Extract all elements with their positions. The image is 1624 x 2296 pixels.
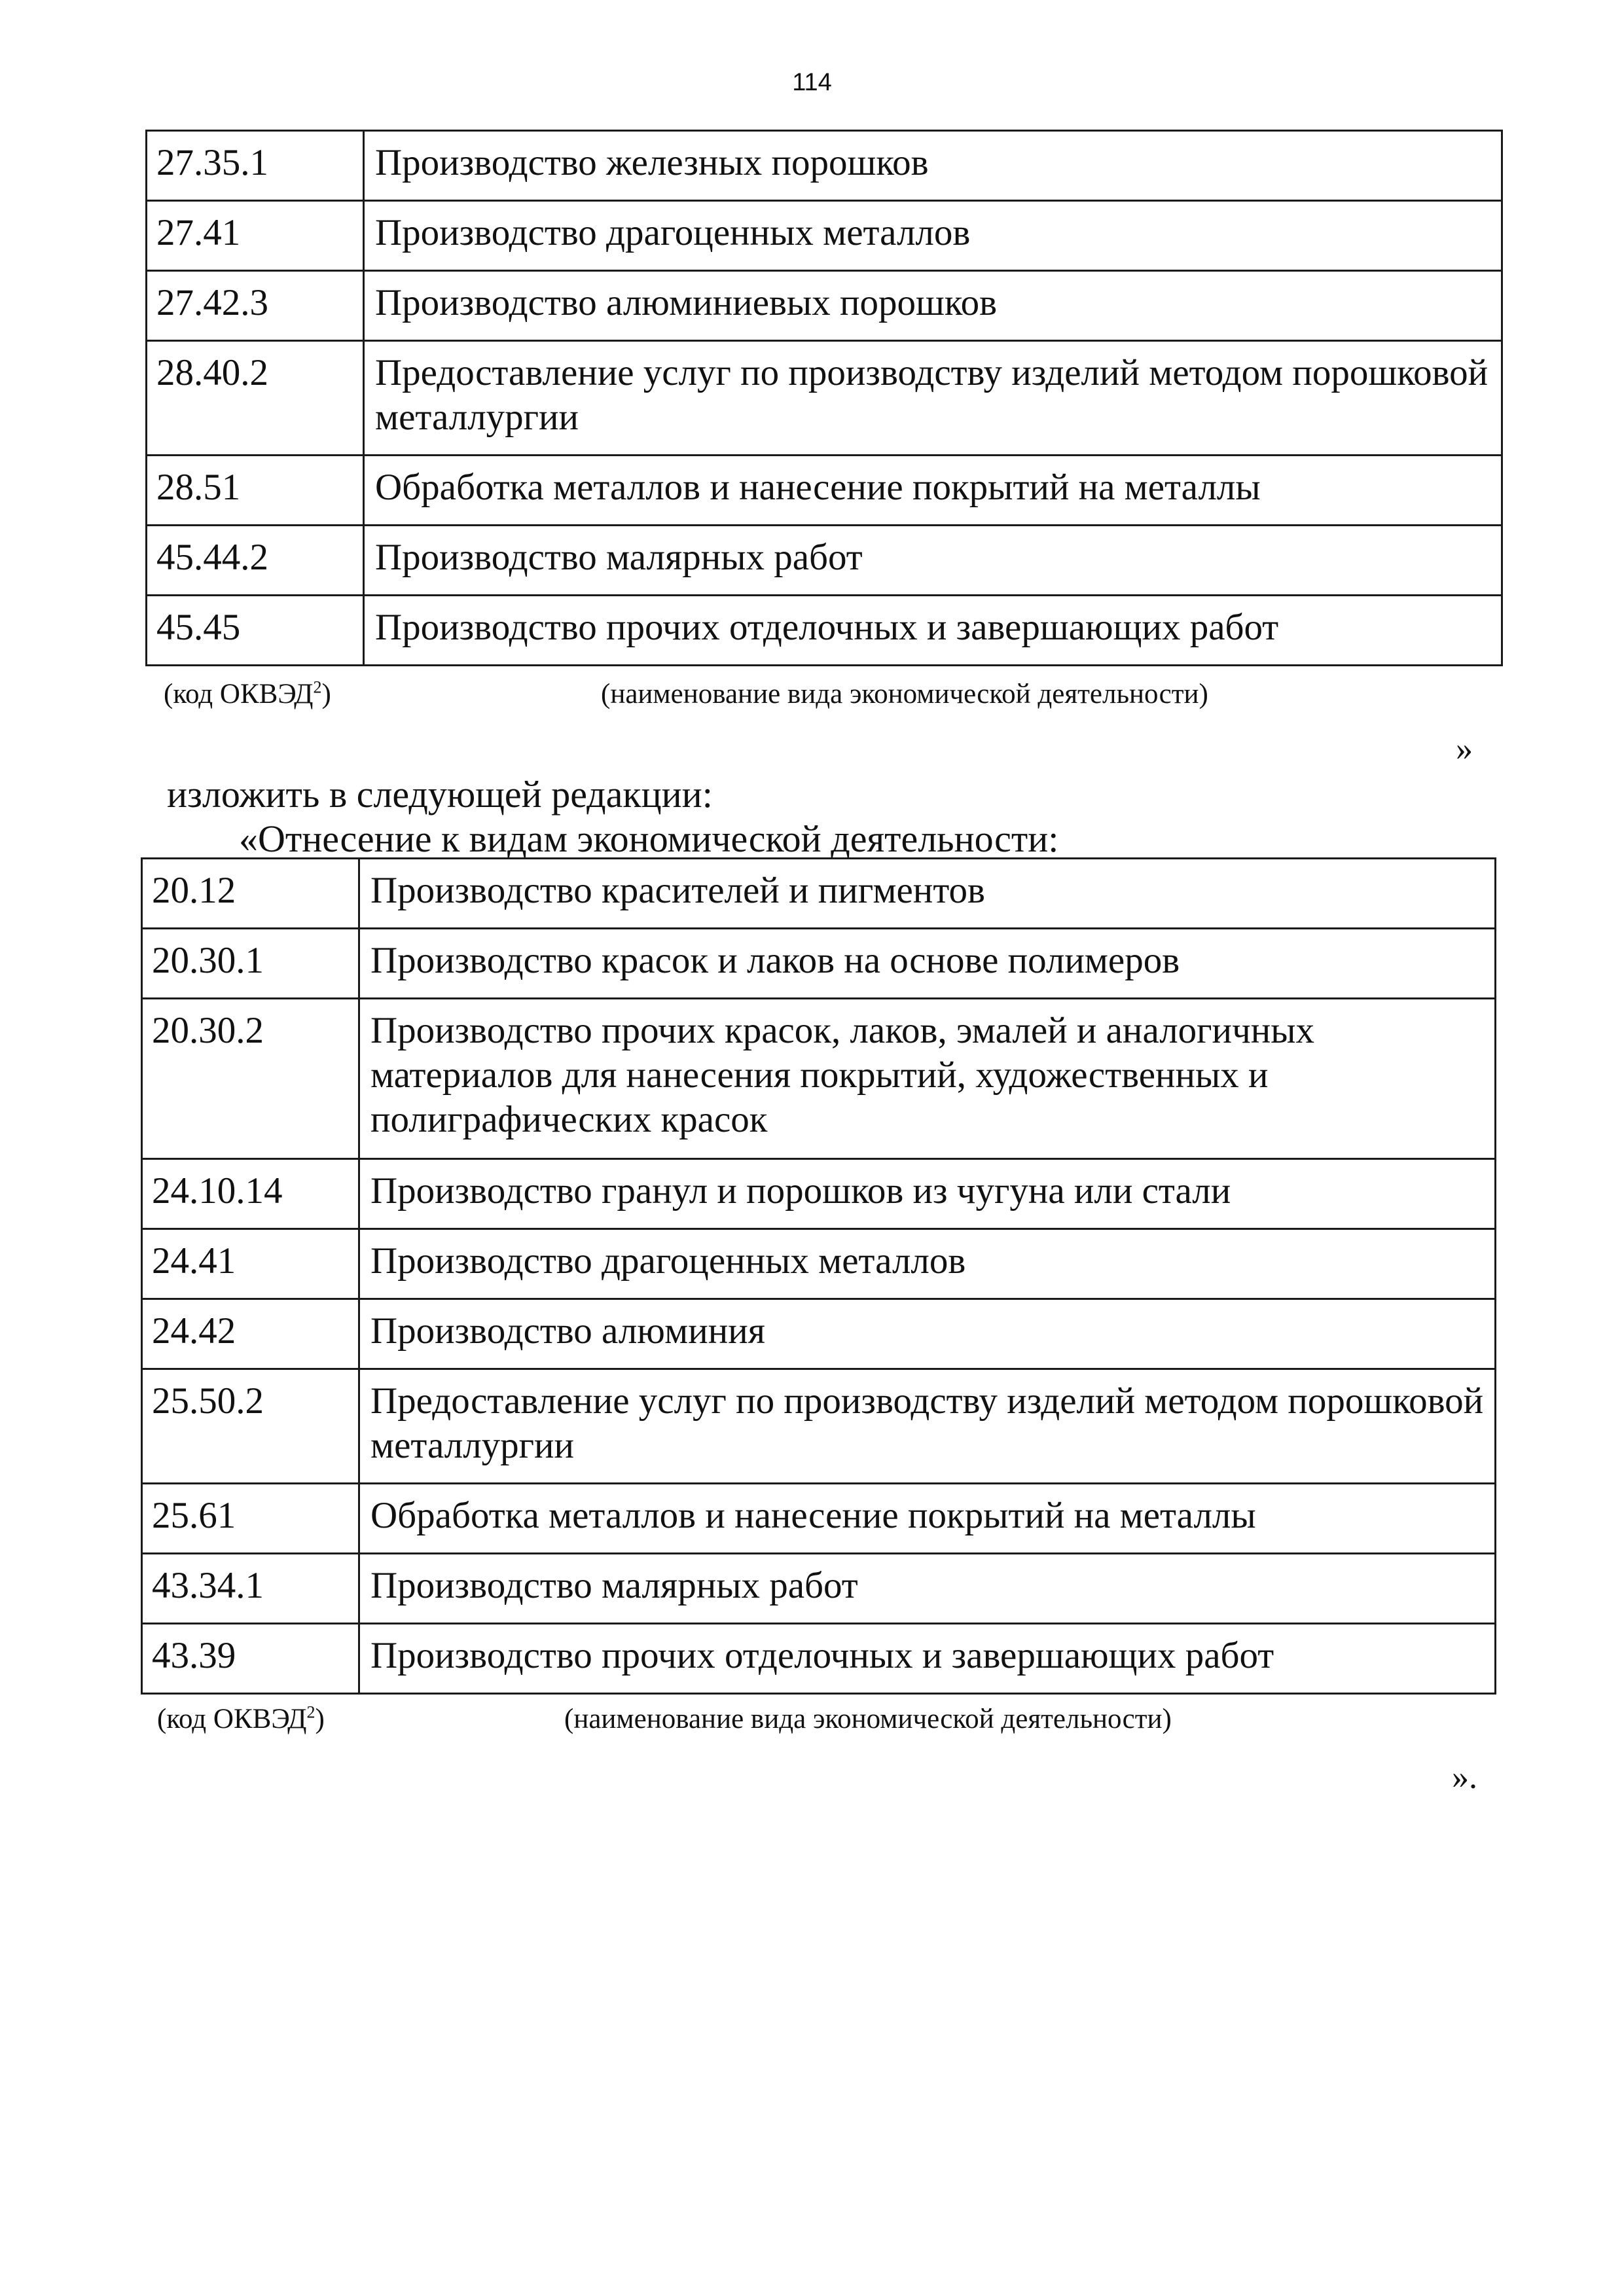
activity-name: Производство драгоценных металлов — [359, 1229, 1496, 1299]
okved-code: 20.30.1 — [142, 929, 359, 999]
okved-code: 28.40.2 — [147, 341, 364, 456]
okved-code: 43.39 — [142, 1624, 359, 1694]
activity-name: Производство малярных работ — [359, 1554, 1496, 1624]
activity-name: Производство алюминия — [359, 1299, 1496, 1369]
table-row — [142, 1554, 1496, 1624]
table-row — [147, 341, 1502, 456]
activity-name: Обработка металлов и нанесение покрытий на металлы — [359, 1484, 1496, 1554]
activity-name: Производство железных порошков — [364, 131, 1502, 201]
activity-name: Обработка металлов и нанесение покрытий на металлы — [364, 456, 1502, 526]
okved-code: 20.30.2 — [142, 999, 359, 1159]
okved-table-new — [141, 857, 1496, 1695]
activity-name: Производство красок и лаков на основе полимеров — [359, 929, 1496, 999]
activity-name: Производство прочих отделочных и завершающих работ — [359, 1624, 1496, 1694]
table-row — [142, 1624, 1496, 1694]
instruction-text: изложить в следующей редакции: — [167, 773, 713, 816]
okved-table-old — [145, 130, 1503, 666]
activity-name: Производство прочих красок, лаков, эмалей и аналогичных материалов для нанесения покрытий, художественных и полиграфических красок — [359, 999, 1496, 1159]
table-row — [142, 1484, 1496, 1554]
table-row — [147, 271, 1502, 341]
table-row — [147, 201, 1502, 271]
activity-name: Производство алюминиевых порошков — [364, 271, 1502, 341]
table-row — [142, 1229, 1496, 1299]
okved-code-caption — [164, 678, 331, 710]
okved-code: 25.50.2 — [142, 1369, 359, 1484]
okved-code: 27.42.3 — [147, 271, 364, 341]
closing-quote: » — [1456, 730, 1473, 768]
okved-code: 45.44.2 — [147, 526, 364, 596]
closing-quote: ». — [1452, 1759, 1477, 1796]
table-row — [147, 596, 1502, 666]
okved-code: 24.10.14 — [142, 1159, 359, 1229]
okved-code: 24.41 — [142, 1229, 359, 1299]
okved-code: 20.12 — [142, 859, 359, 929]
footnote-mark: 2 — [313, 677, 322, 697]
okved-code: 24.42 — [142, 1299, 359, 1369]
okved-code: 43.34.1 — [142, 1554, 359, 1624]
table-row — [142, 999, 1496, 1159]
table-row — [142, 1369, 1496, 1484]
okved-code: 25.61 — [142, 1484, 359, 1554]
activity-name: Производство гранул и порошков из чугуна или стали — [359, 1159, 1496, 1229]
heading-text: «Отнесение к видам экономической деятельности: — [239, 817, 1059, 860]
table-row — [142, 859, 1496, 929]
caption-code-close: ) — [315, 1704, 325, 1734]
activity-name-caption: (наименование вида экономической деятельности) — [601, 679, 1208, 709]
okved-code: 28.51 — [147, 456, 364, 526]
table-row — [142, 1159, 1496, 1229]
caption-code-close: ) — [321, 679, 331, 709]
activity-name: Производство красителей и пигментов — [359, 859, 1496, 929]
okved-code: 45.45 — [147, 596, 364, 666]
activity-name: Производство драгоценных металлов — [364, 201, 1502, 271]
table-row — [147, 456, 1502, 526]
table-row — [142, 929, 1496, 999]
activity-name: Предоставление услуг по производству изделий методом порошковой металлургии — [359, 1369, 1496, 1484]
okved-code: 27.41 — [147, 201, 364, 271]
activity-name-caption: (наименование вида экономической деятельности) — [564, 1704, 1172, 1734]
caption-code-text: (код ОКВЭД — [164, 679, 314, 709]
activity-name: Производство прочих отделочных и завершающих работ — [364, 596, 1502, 666]
activity-name: Производство малярных работ — [364, 526, 1502, 596]
footnote-mark: 2 — [306, 1702, 316, 1722]
okved-code: 27.35.1 — [147, 131, 364, 201]
table-row — [142, 1299, 1496, 1369]
okved-code-caption — [157, 1703, 325, 1735]
activity-name: Предоставление услуг по производству изделий методом порошковой металлургии — [364, 341, 1502, 456]
page-number: 114 — [792, 69, 832, 96]
table-row — [147, 131, 1502, 201]
table-row — [147, 526, 1502, 596]
caption-code-text: (код ОКВЭД — [157, 1704, 307, 1734]
